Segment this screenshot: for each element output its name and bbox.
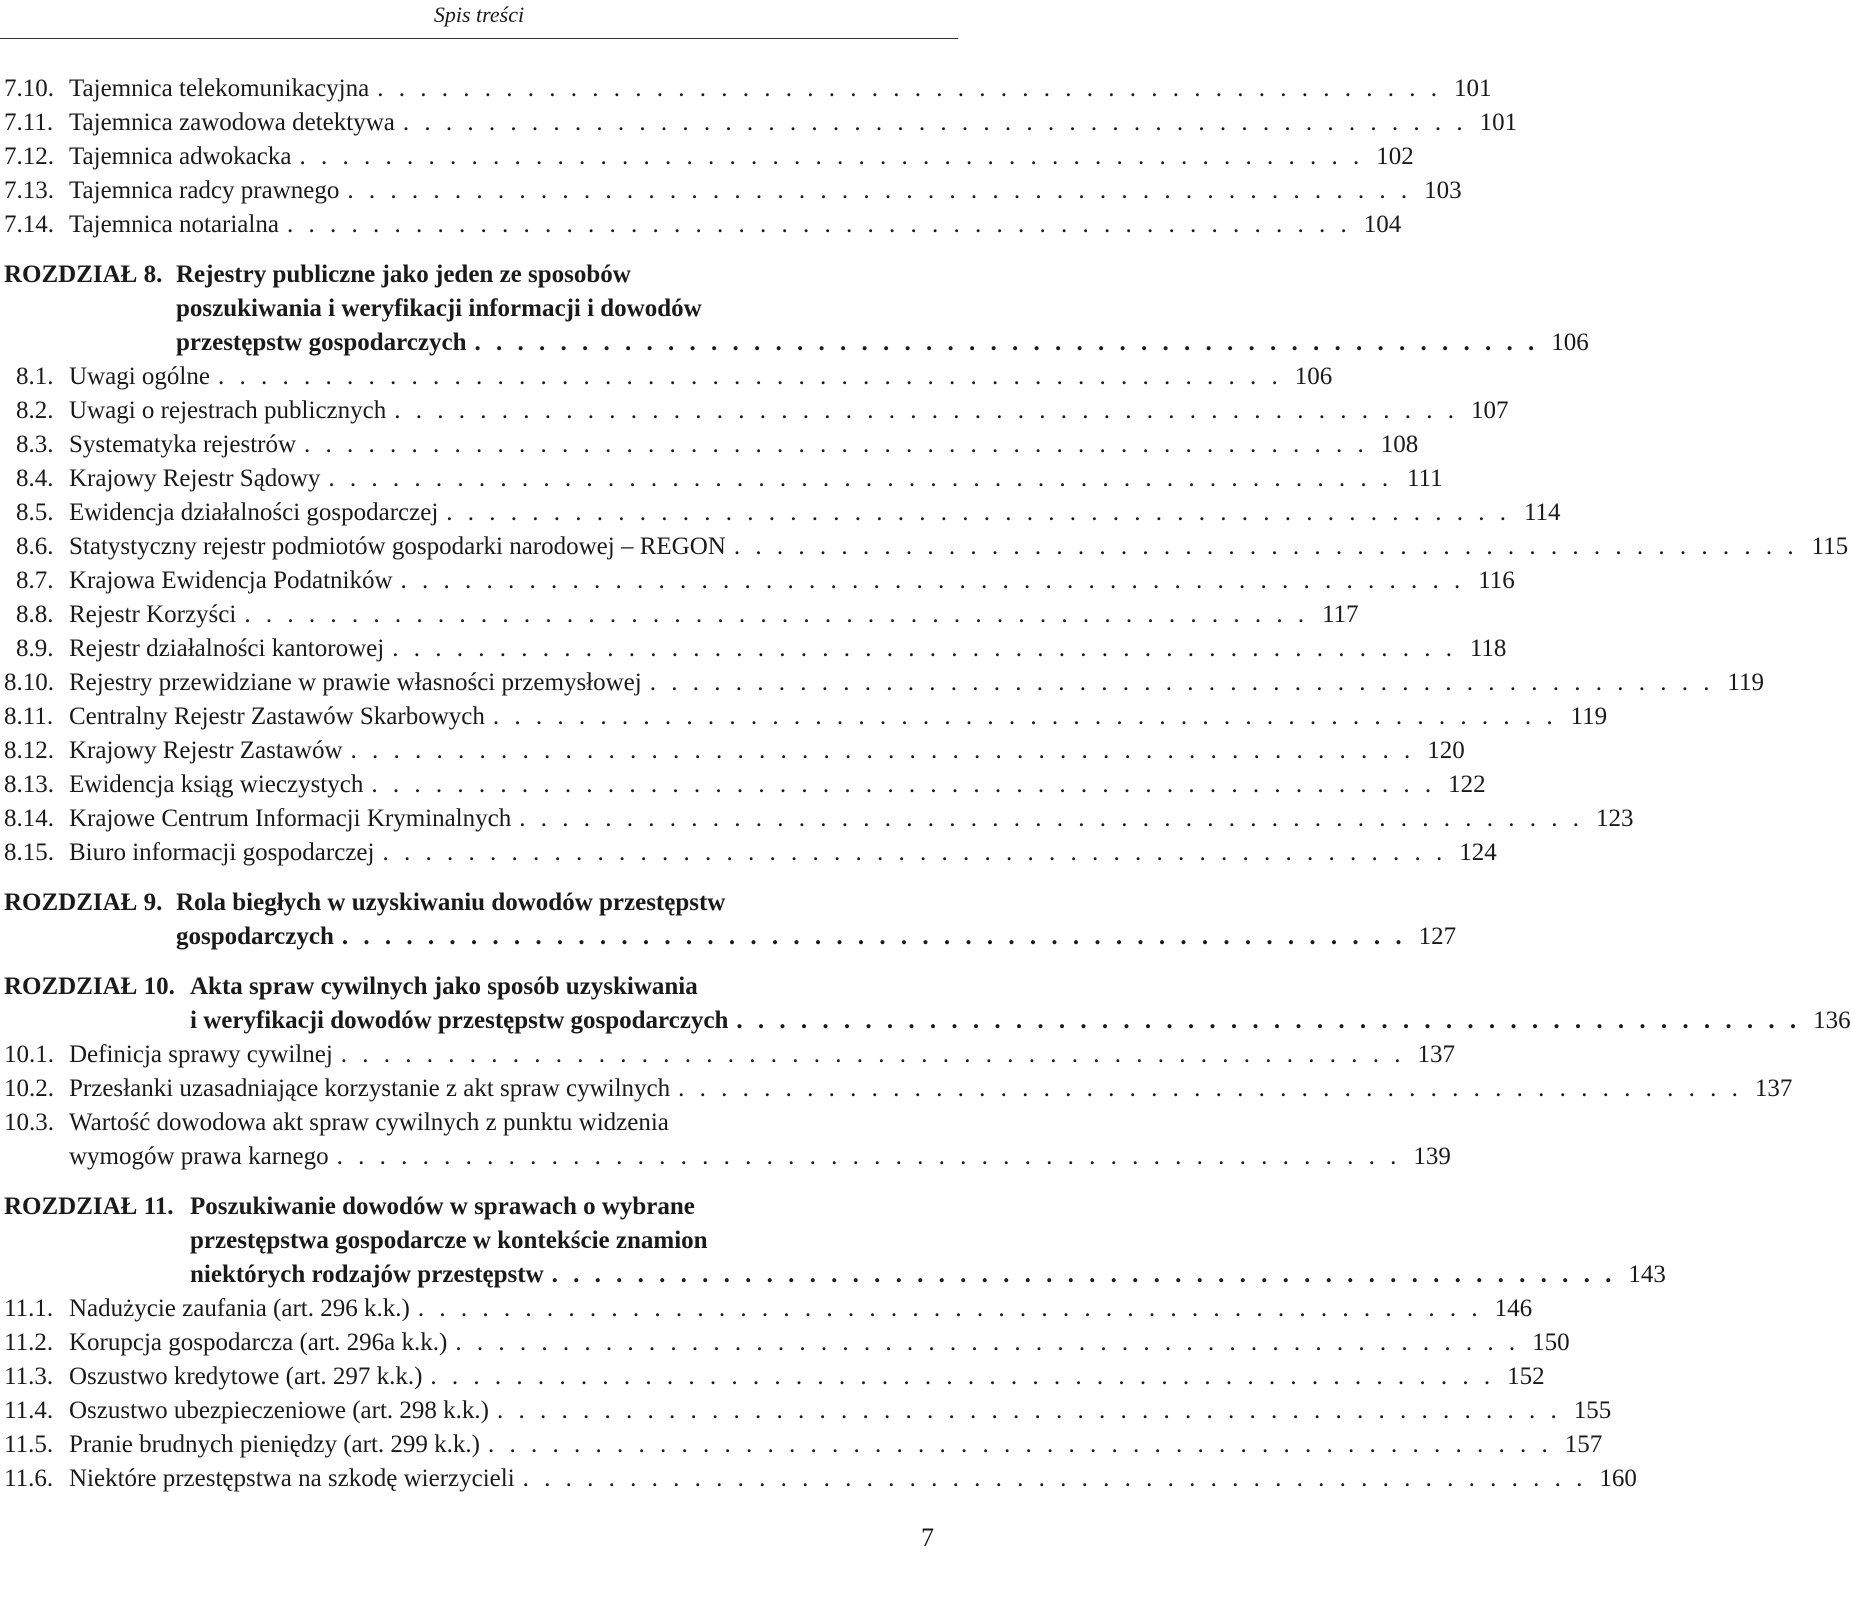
toc-entry[interactable]	[4, 598, 1359, 632]
dot-leader: . . . . . . . . . . . . . . . . . . . . . . . . . . . . . . . . . . . . . . . . . . . . . . . . . .	[340, 1041, 1406, 1068]
entry-number: 7.10.	[4, 75, 54, 102]
entry-number: 8.10.	[4, 669, 54, 696]
entry-page: 114	[1523, 499, 1561, 526]
dot-leader: . . . . . . . . . . . . . . . . . . . . . . . . . . . . . . . . . . . . . . . . . . . . . . . . . .	[217, 363, 1283, 390]
toc-entry[interactable]	[4, 394, 1509, 428]
dot-leader: . . . . . . . . . . . . . . . . . . . . . . . . . . . . . . . . . . . . . . . . . . . . . . . . . .	[519, 805, 1584, 832]
entry-number: 11.4.	[4, 1397, 54, 1424]
chapter-heading-continued	[4, 920, 1457, 954]
chapter-title-line: gospodarczych	[176, 923, 334, 950]
entry-title: Krajowa Ewidencja Podatników	[69, 567, 393, 594]
chapter-heading-continued	[4, 292, 958, 326]
entry-title: Krajowy Rejestr Sądowy	[69, 465, 321, 492]
dot-leader: . . . . . . . . . . . . . . . . . . . . . . . . . . . . . . . . . . . . . . . . . . . . . . . . . .	[377, 75, 1442, 102]
entry-title: Nadużycie zaufania (art. 296 k.k.)	[69, 1295, 410, 1322]
chapter-title-line: Rejestry publiczne jako jeden ze sposobów	[176, 261, 631, 288]
toc-entry[interactable]	[4, 564, 1515, 598]
entry-title: Tajemnica radcy prawnego	[69, 177, 340, 204]
chapter-title-line: poszukiwania i weryfikacji informacji i dowodów	[176, 295, 702, 322]
entry-title: wymogów prawa karnego	[69, 1143, 329, 1170]
dot-leader: . . . . . . . . . . . . . . . . . . . . . . . . . . . . . . . . . . . . . . . . . . . . . . . . . .	[392, 635, 1457, 662]
entry-number: 11.6.	[4, 1465, 54, 1492]
entry-title: Korupcja gospodarcza (art. 296a k.k.)	[69, 1329, 448, 1356]
toc-entry[interactable]	[4, 836, 1497, 870]
dot-leader: . . . . . . . . . . . . . . . . . . . . . . . . . . . . . . . . . . . . . . . . . . . . . . . . . .	[551, 1261, 1616, 1288]
chapter-page: 136	[1813, 1007, 1851, 1034]
chapter-title-line: i weryfikacji dowodów przestępstw gospodarczych	[190, 1007, 729, 1034]
chapter-page: 106	[1551, 329, 1589, 356]
chapter-label: ROZDZIAŁ 11.	[4, 1193, 174, 1220]
toc-entry[interactable]	[4, 428, 1419, 462]
entry-number: 7.11.	[4, 109, 54, 136]
entry-title: Pranie brudnych pieniędzy (art. 299 k.k.)	[69, 1431, 480, 1458]
dot-leader: . . . . . . . . . . . . . . . . . . . . . . . . . . . . . . . . . . . . . . . . . . . . . . . . . .	[336, 1143, 1401, 1170]
dot-leader: . . . . . . . . . . . . . . . . . . . . . . . . . . . . . . . . . . . . . . . . . . . . . . . . . .	[328, 465, 1393, 492]
entry-number: 8.2.	[16, 397, 54, 424]
toc-entry[interactable]	[4, 140, 1414, 174]
entry-page: 102	[1376, 143, 1414, 170]
entry-number: 8.7.	[16, 567, 54, 594]
dot-leader: . . . . . . . . . . . . . . . . . . . . . . . . . . . . . . . . . . . . . . . . . . . . . . . . . .	[649, 669, 1714, 696]
table-of-contents	[4, 72, 1851, 1496]
dot-leader: . . . . . . . . . . . . . . . . . . . . . . . . . . . . . . . . . . . . . . . . . . . . . . . . . .	[488, 1431, 1553, 1458]
chapter-label: ROZDZIAŁ 8.	[4, 261, 163, 288]
entry-page: 106	[1294, 363, 1333, 390]
entry-page: 101	[1479, 109, 1518, 136]
toc-entry[interactable]	[4, 1038, 1456, 1072]
entry-page: 119	[1727, 669, 1764, 696]
chapter-page: 127	[1418, 923, 1457, 950]
entry-title: Systematyka rejestrów	[69, 431, 297, 458]
toc-entry[interactable]	[4, 700, 1608, 734]
entry-number: 8.5.	[16, 499, 54, 526]
entry-number: 11.5.	[4, 1431, 54, 1458]
chapter-title-line: Poszukiwanie dowodów w sprawach o wybrane	[190, 1193, 695, 1220]
entry-number: 11.2.	[4, 1329, 54, 1356]
entry-page: 118	[1469, 635, 1507, 662]
entry-title: Oszustwo kredytowe (art. 297 k.k.)	[69, 1363, 423, 1390]
entry-page: 137	[1754, 1075, 1793, 1102]
entry-number: 8.6.	[16, 533, 54, 560]
entry-title: Tajemnica adwokacka	[69, 143, 292, 170]
entry-title: Rejestr Korzyści	[69, 601, 237, 628]
entry-page: 157	[1564, 1431, 1603, 1458]
toc-entry[interactable]	[4, 1292, 1533, 1326]
entry-number: 8.13.	[4, 771, 54, 798]
toc-entry[interactable]	[4, 1428, 1603, 1462]
chapter-heading-continued	[4, 1258, 1666, 1292]
running-header	[0, 0, 958, 39]
dot-leader: . . . . . . . . . . . . . . . . . . . . . . . . . . . . . . . . . . . . . . . . . . . . . . . . . .	[474, 329, 1539, 356]
entry-number: 7.13.	[4, 177, 54, 204]
page-number: 7	[921, 1523, 934, 1552]
chapter-label: ROZDZIAŁ 10.	[4, 973, 175, 1000]
entry-page: 120	[1427, 737, 1465, 764]
entry-page: 137	[1417, 1041, 1456, 1068]
entry-page: 104	[1363, 211, 1402, 238]
entry-title: Statystyczny rejestr podmiotów gospodarki narodowej – REGON	[69, 533, 726, 560]
toc-entry[interactable]	[4, 462, 1443, 496]
entry-number: 7.14.	[4, 211, 54, 238]
entry-page: 150	[1532, 1329, 1570, 1356]
dot-leader: . . . . . . . . . . . . . . . . . . . . . . . . . . . . . . . . . . . . . . . . . . . . . . . . . .	[286, 211, 1352, 238]
entry-page: 107	[1471, 397, 1509, 424]
entry-title: Rejestry przewidziane w prawie własności przemysłowej	[69, 669, 642, 696]
entry-page: 124	[1459, 839, 1497, 866]
chapter-title-line: niektórych rodzajów przestępstw	[190, 1261, 544, 1288]
header-title: Spis treści	[433, 2, 525, 27]
entry-number: 8.3.	[16, 431, 54, 458]
toc-entry[interactable]	[4, 802, 1634, 836]
entry-title: Niektóre przestępstwa na szkodę wierzycieli	[69, 1465, 515, 1492]
dot-leader: . . . . . . . . . . . . . . . . . . . . . . . . . . . . . . . . . . . . . . . . . . . . . . . . . .	[402, 109, 1468, 136]
toc-entry[interactable]	[4, 632, 1507, 666]
entry-page: 123	[1595, 805, 1634, 832]
toc-entry[interactable]	[4, 1072, 1793, 1106]
dot-leader: . . . . . . . . . . . . . . . . . . . . . . . . . . . . . . . . . . . . . . . . . . . . . . . . . .	[446, 499, 1511, 526]
entry-title: Ewidencja ksiąg wieczystych	[69, 771, 364, 798]
chapter-page: 143	[1628, 1261, 1666, 1288]
dot-leader: . . . . . . . . . . . . . . . . . . . . . . . . . . . . . . . . . . . . . . . . . . . . . . . . . .	[394, 397, 1459, 424]
entry-title: Tajemnica zawodowa detektywa	[69, 109, 395, 136]
chapter-heading-continued	[4, 1224, 958, 1258]
dot-leader: . . . . . . . . . . . . . . . . . . . . . . . . . . . . . . . . . . . . . . . . . . . . . . . . . .	[455, 1329, 1520, 1356]
entry-number: 8.4.	[16, 465, 54, 492]
entry-number: 8.15.	[4, 839, 54, 866]
toc-entry[interactable]	[4, 72, 1492, 106]
dot-leader: . . . . . . . . . . . . . . . . . . . . . . . . . . . . . . . . . . . . . . . . . . . . . . . . . .	[244, 601, 1309, 628]
entry-page: 146	[1494, 1295, 1533, 1322]
entry-page: 116	[1478, 567, 1515, 594]
entry-number: 8.11.	[4, 703, 54, 730]
entry-number: 10.1.	[4, 1041, 54, 1068]
chapter-heading[interactable]	[4, 970, 958, 1004]
entry-page: 101	[1453, 75, 1492, 102]
entry-page: 160	[1599, 1465, 1637, 1492]
entry-page: 108	[1380, 431, 1419, 458]
toc-entry[interactable]	[4, 1394, 1612, 1428]
toc-entry[interactable]	[4, 106, 1518, 140]
dot-leader: . . . . . . . . . . . . . . . . . . . . . . . . . . . . . . . . . . . . . . . . . . . . . . . . . .	[304, 431, 1369, 458]
entry-title: Biuro informacji gospodarczej	[69, 839, 375, 866]
entry-number: 11.3.	[4, 1363, 54, 1390]
toc-entry-continued	[4, 1140, 1451, 1174]
entry-page: 119	[1570, 703, 1608, 730]
entry-title: Definicja sprawy cywilnej	[69, 1041, 333, 1068]
entry-title: Uwagi ogólne	[69, 363, 210, 390]
toc-entry[interactable]	[4, 666, 1764, 700]
toc-entry[interactable]	[4, 1360, 1545, 1394]
dot-leader: . . . . . . . . . . . . . . . . . . . . . . . . . . . . . . . . . . . . . . . . . . . . . . . . . .	[497, 1397, 1562, 1424]
entry-page: 152	[1507, 1363, 1545, 1390]
entry-number: 10.2.	[4, 1075, 54, 1102]
entry-page: 122	[1448, 771, 1486, 798]
dot-leader: . . . . . . . . . . . . . . . . . . . . . . . . . . . . . . . . . . . . . . . . . . . . . . . . . .	[417, 1295, 1483, 1322]
entry-page: 117	[1321, 601, 1359, 628]
chapter-heading[interactable]	[4, 1190, 958, 1224]
chapter-heading-continued	[4, 326, 1589, 360]
toc-entry[interactable]	[4, 1106, 958, 1140]
toc-entry[interactable]	[4, 208, 1402, 242]
toc-entry[interactable]	[4, 530, 1849, 564]
chapter-title-line: Akta spraw cywilnych jako sposób uzyskiwania	[190, 973, 698, 1000]
entry-number: 10.3.	[4, 1109, 54, 1136]
toc-entry[interactable]	[4, 1326, 1570, 1360]
dot-leader: . . . . . . . . . . . . . . . . . . . . . . . . . . . . . . . . . . . . . . . . . . . . . . . . . .	[371, 771, 1436, 798]
entry-title: Uwagi o rejestrach publicznych	[69, 397, 387, 424]
entry-title: Przesłanki uzasadniające korzystanie z akt spraw cywilnych	[69, 1075, 671, 1102]
entry-title: Centralny Rejestr Zastawów Skarbowych	[69, 703, 485, 730]
toc-entry[interactable]	[4, 768, 1486, 802]
entry-number: 11.1.	[4, 1295, 54, 1322]
entry-title: Wartość dowodowa akt spraw cywilnych z punktu widzenia	[69, 1109, 669, 1136]
entry-number: 7.12.	[4, 143, 54, 170]
chapter-title-line: przestępstw gospodarczych	[176, 329, 467, 356]
entry-page: 115	[1811, 533, 1849, 560]
chapter-heading[interactable]	[4, 886, 958, 920]
entry-title: Krajowe Centrum Informacji Kryminalnych	[69, 805, 512, 832]
dot-leader: . . . . . . . . . . . . . . . . . . . . . . . . . . . . . . . . . . . . . . . . . . . . . . . . . .	[299, 143, 1364, 170]
entry-title: Tajemnica notarialna	[69, 211, 279, 238]
entry-number: 8.8.	[16, 601, 54, 628]
entry-title: Tajemnica telekomunikacyjna	[69, 75, 370, 102]
dot-leader: . . . . . . . . . . . . . . . . . . . . . . . . . . . . . . . . . . . . . . . . . . . . . . . . . .	[678, 1075, 1743, 1102]
entry-title: Ewidencja działalności gospodarczej	[69, 499, 439, 526]
entry-page: 139	[1413, 1143, 1451, 1170]
dot-leader: . . . . . . . . . . . . . . . . . . . . . . . . . . . . . . . . . . . . . . . . . . . . . . . . . .	[522, 1465, 1587, 1492]
entry-number: 8.1.	[16, 363, 54, 390]
entry-number: 8.14.	[4, 805, 54, 832]
chapter-label: ROZDZIAŁ 9.	[4, 889, 163, 916]
dot-leader: . . . . . . . . . . . . . . . . . . . . . . . . . . . . . . . . . . . . . . . . . . . . . . . . . .	[430, 1363, 1495, 1390]
entry-number: 8.12.	[4, 737, 54, 764]
entry-number: 8.9.	[16, 635, 54, 662]
dot-leader: . . . . . . . . . . . . . . . . . . . . . . . . . . . . . . . . . . . . . . . . . . . . . . . . . .	[350, 737, 1415, 764]
dot-leader: . . . . . . . . . . . . . . . . . . . . . . . . . . . . . . . . . . . . . . . . . . . . . . . . . .	[733, 533, 1799, 560]
chapter-title-line: przestępstwa gospodarcze w kontekście znamion	[190, 1227, 708, 1254]
chapter-title-line: Rola biegłych w uzyskiwaniu dowodów przestępstw	[176, 889, 726, 916]
dot-leader: . . . . . . . . . . . . . . . . . . . . . . . . . . . . . . . . . . . . . . . . . . . . . . . . . .	[492, 703, 1558, 730]
dot-leader: . . . . . . . . . . . . . . . . . . . . . . . . . . . . . . . . . . . . . . . . . . . . . . . . . .	[341, 923, 1407, 950]
toc-entry[interactable]	[4, 496, 1561, 530]
chapter-heading-continued	[4, 1004, 1851, 1038]
entry-title: Oszustwo ubezpieczeniowe (art. 298 k.k.)	[69, 1397, 489, 1424]
toc-entry[interactable]	[4, 1462, 1637, 1496]
entry-page: 103	[1424, 177, 1462, 204]
entry-title: Rejestr działalności kantorowej	[69, 635, 385, 662]
dot-leader: . . . . . . . . . . . . . . . . . . . . . . . . . . . . . . . . . . . . . . . . . . . . . . . . . .	[400, 567, 1465, 594]
toc-entry[interactable]	[4, 174, 1462, 208]
entry-title: Krajowy Rejestr Zastawów	[69, 737, 343, 764]
dot-leader: . . . . . . . . . . . . . . . . . . . . . . . . . . . . . . . . . . . . . . . . . . . . . . . . . .	[736, 1007, 1801, 1034]
dot-leader: . . . . . . . . . . . . . . . . . . . . . . . . . . . . . . . . . . . . . . . . . . . . . . . . . .	[347, 177, 1412, 204]
entry-page: 155	[1573, 1397, 1612, 1424]
chapter-heading[interactable]	[4, 258, 958, 292]
toc-entry[interactable]	[4, 360, 1333, 394]
toc-entry[interactable]	[4, 734, 1465, 768]
entry-page: 111	[1406, 465, 1443, 492]
dot-leader: . . . . . . . . . . . . . . . . . . . . . . . . . . . . . . . . . . . . . . . . . . . . . . . . . .	[382, 839, 1447, 866]
